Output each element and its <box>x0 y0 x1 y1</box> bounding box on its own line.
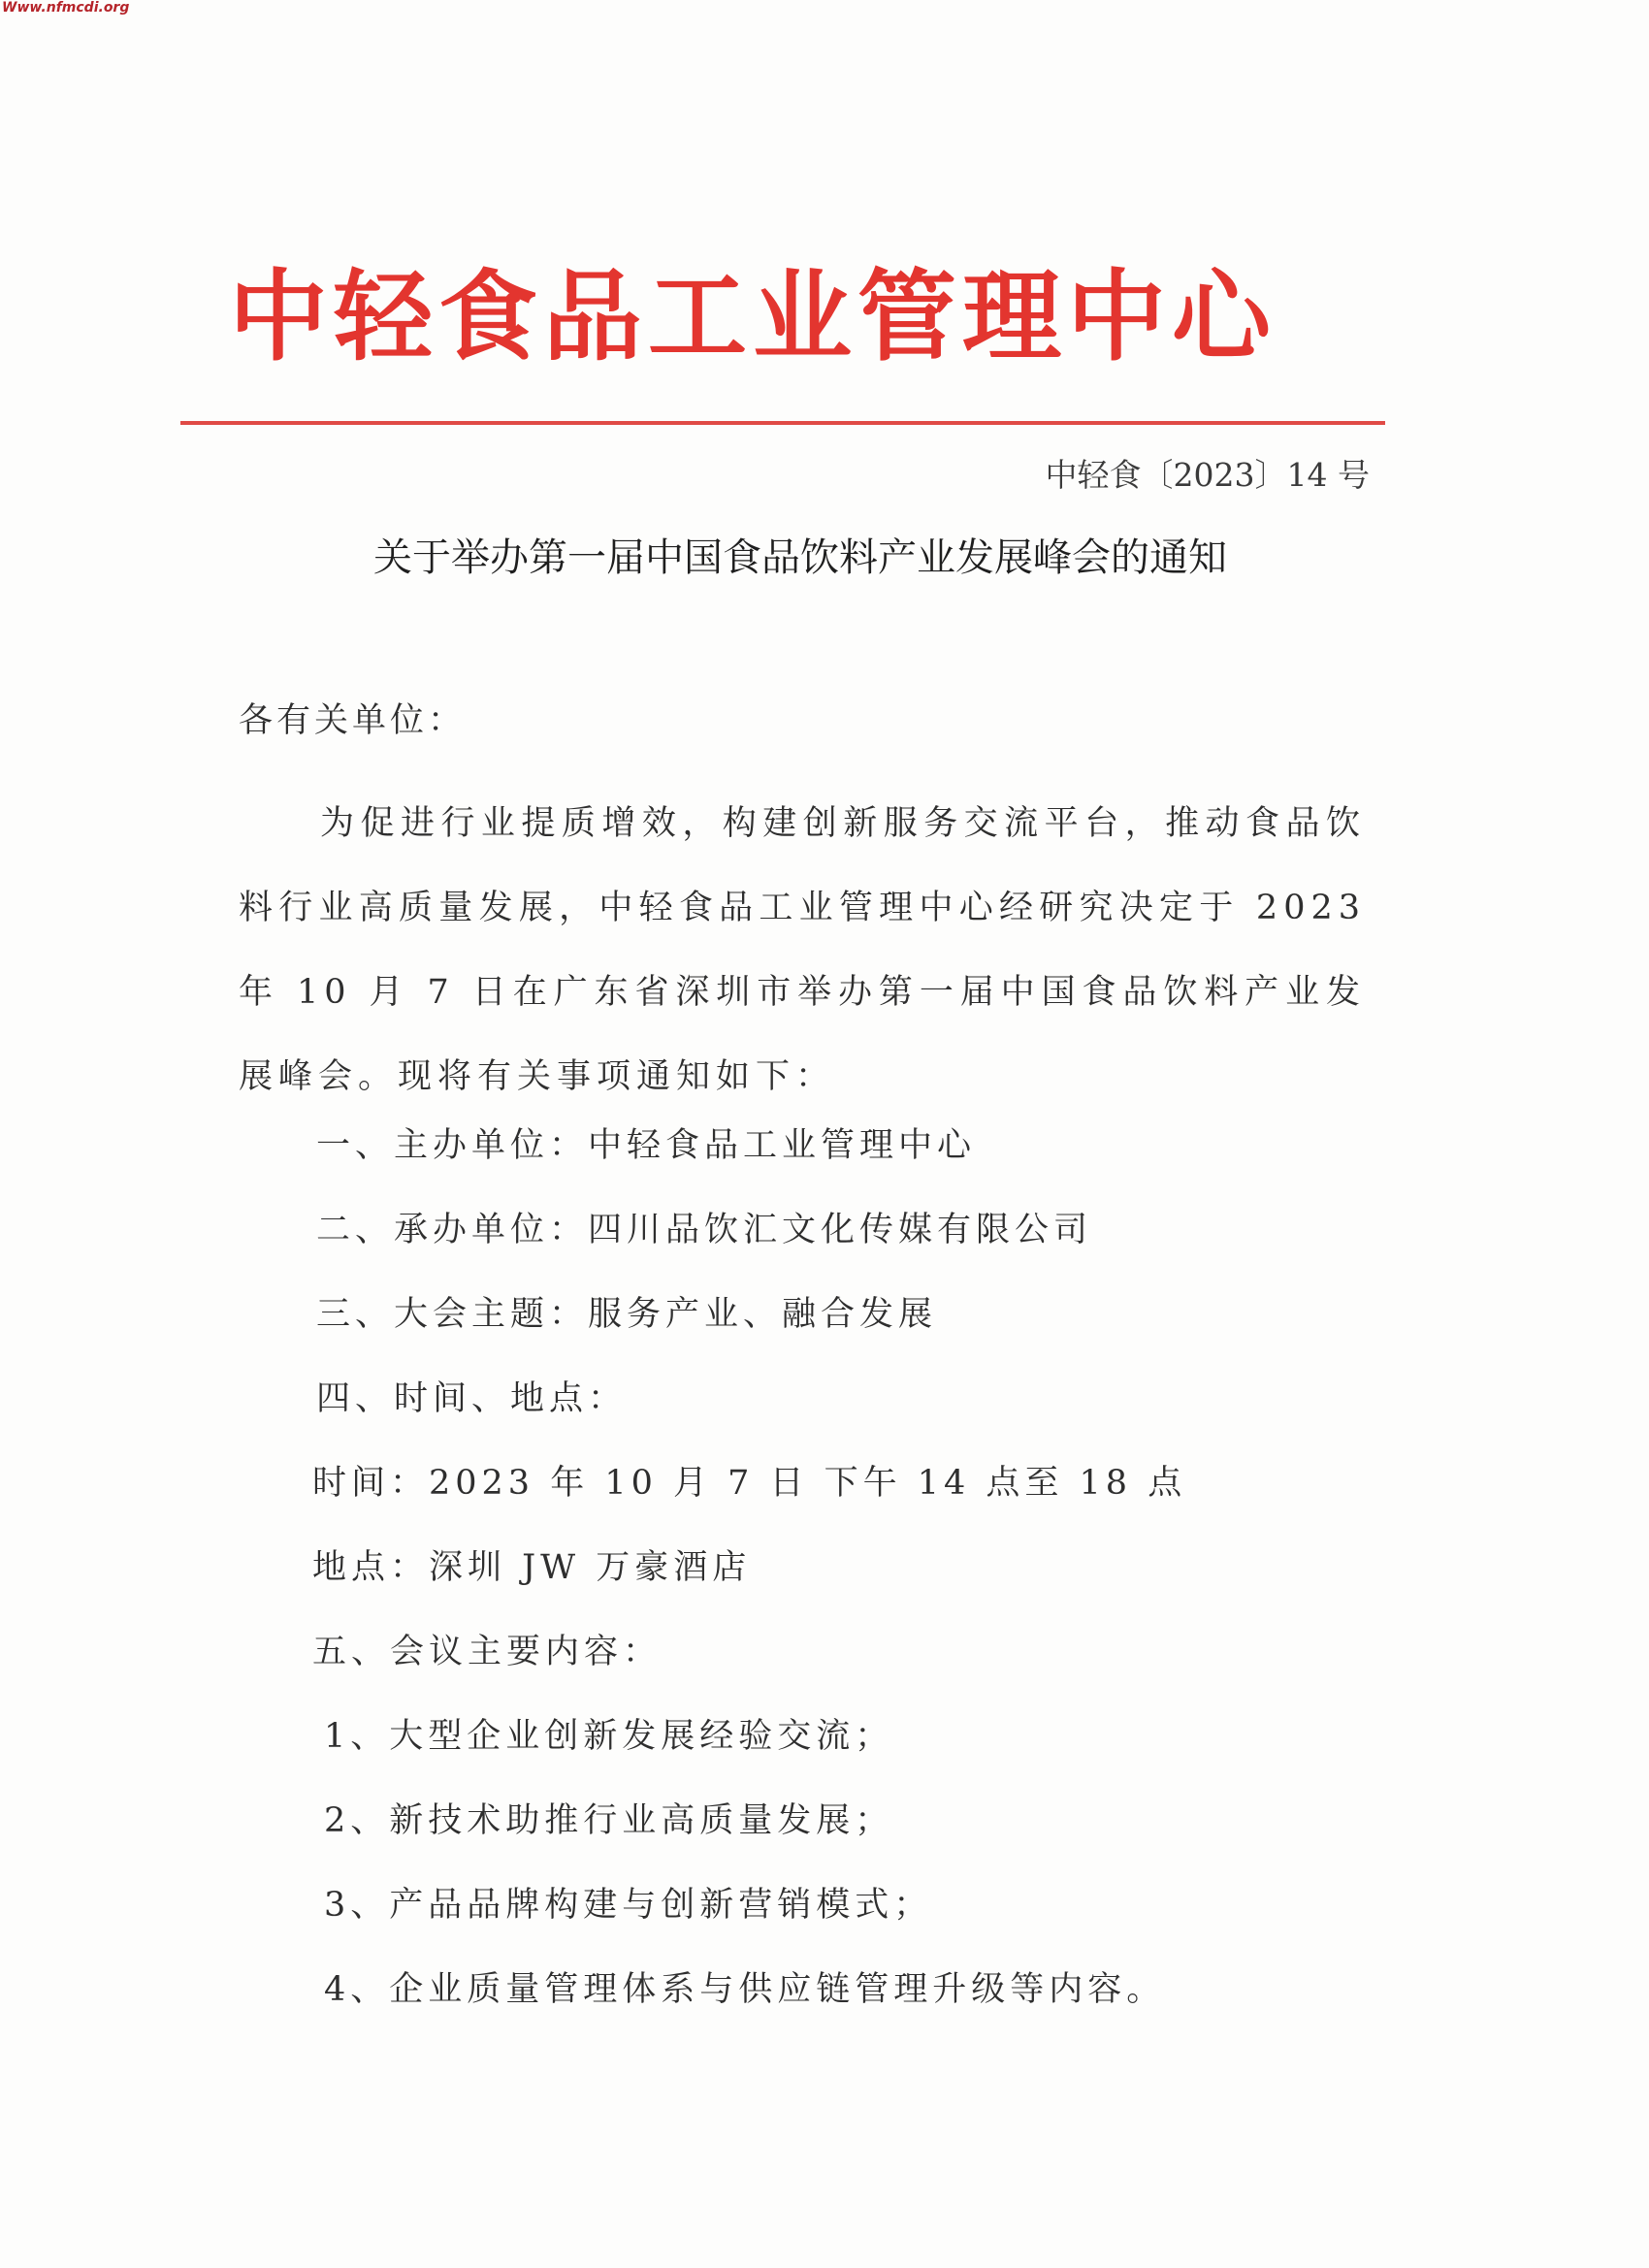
masthead-divider <box>180 421 1385 425</box>
document-number: 中轻食〔2023〕14 号 <box>1045 456 1370 494</box>
salutation: 各有关单位： <box>239 701 467 740</box>
item-place: 地点：深圳 JW 万豪酒店 <box>312 1548 752 1587</box>
item-time: 时间：2023 年 10 月 7 日 下午 14 点至 18 点 <box>312 1464 1187 1503</box>
intro-paragraph: 为促进行业提质增效，构建创新服务交流平台，推动食品饮料行业高质量发展，中轻食品工业管理中心经研究决定于 2023 年 10 月 7 日在广东省深圳市举办第一届中国食品饮料产业发展峰会。现将有关事项通知如下： <box>239 804 1366 1096</box>
content-item: 1、大型企业创新发展经验交流； <box>324 1717 894 1756</box>
content-item: 3、产品品牌构建与创新营销模式； <box>324 1886 933 1925</box>
document-title: 关于举办第一届中国食品饮料产业发展峰会的通知 <box>373 535 1227 580</box>
item-theme: 三、大会主题：服务产业、融合发展 <box>316 1295 938 1334</box>
item-content-heading: 五、会议主要内容： <box>312 1633 663 1671</box>
content-item: 4、企业质量管理体系与供应链管理升级等内容。 <box>324 1970 1166 2009</box>
item-organizer: 一、主办单位：中轻食品工业管理中心 <box>316 1126 977 1165</box>
masthead-org-name: 中轻食品工业管理中心 <box>229 260 1277 375</box>
item-time-place-heading: 四、时间、地点： <box>316 1379 628 1418</box>
content-item: 2、新技术助推行业高质量发展； <box>324 1801 894 1840</box>
item-undertaker: 二、承办单位：四川品饮汇文化传媒有限公司 <box>316 1211 1093 1249</box>
site-watermark: Www.nfmcdi.org <box>2 0 130 16</box>
